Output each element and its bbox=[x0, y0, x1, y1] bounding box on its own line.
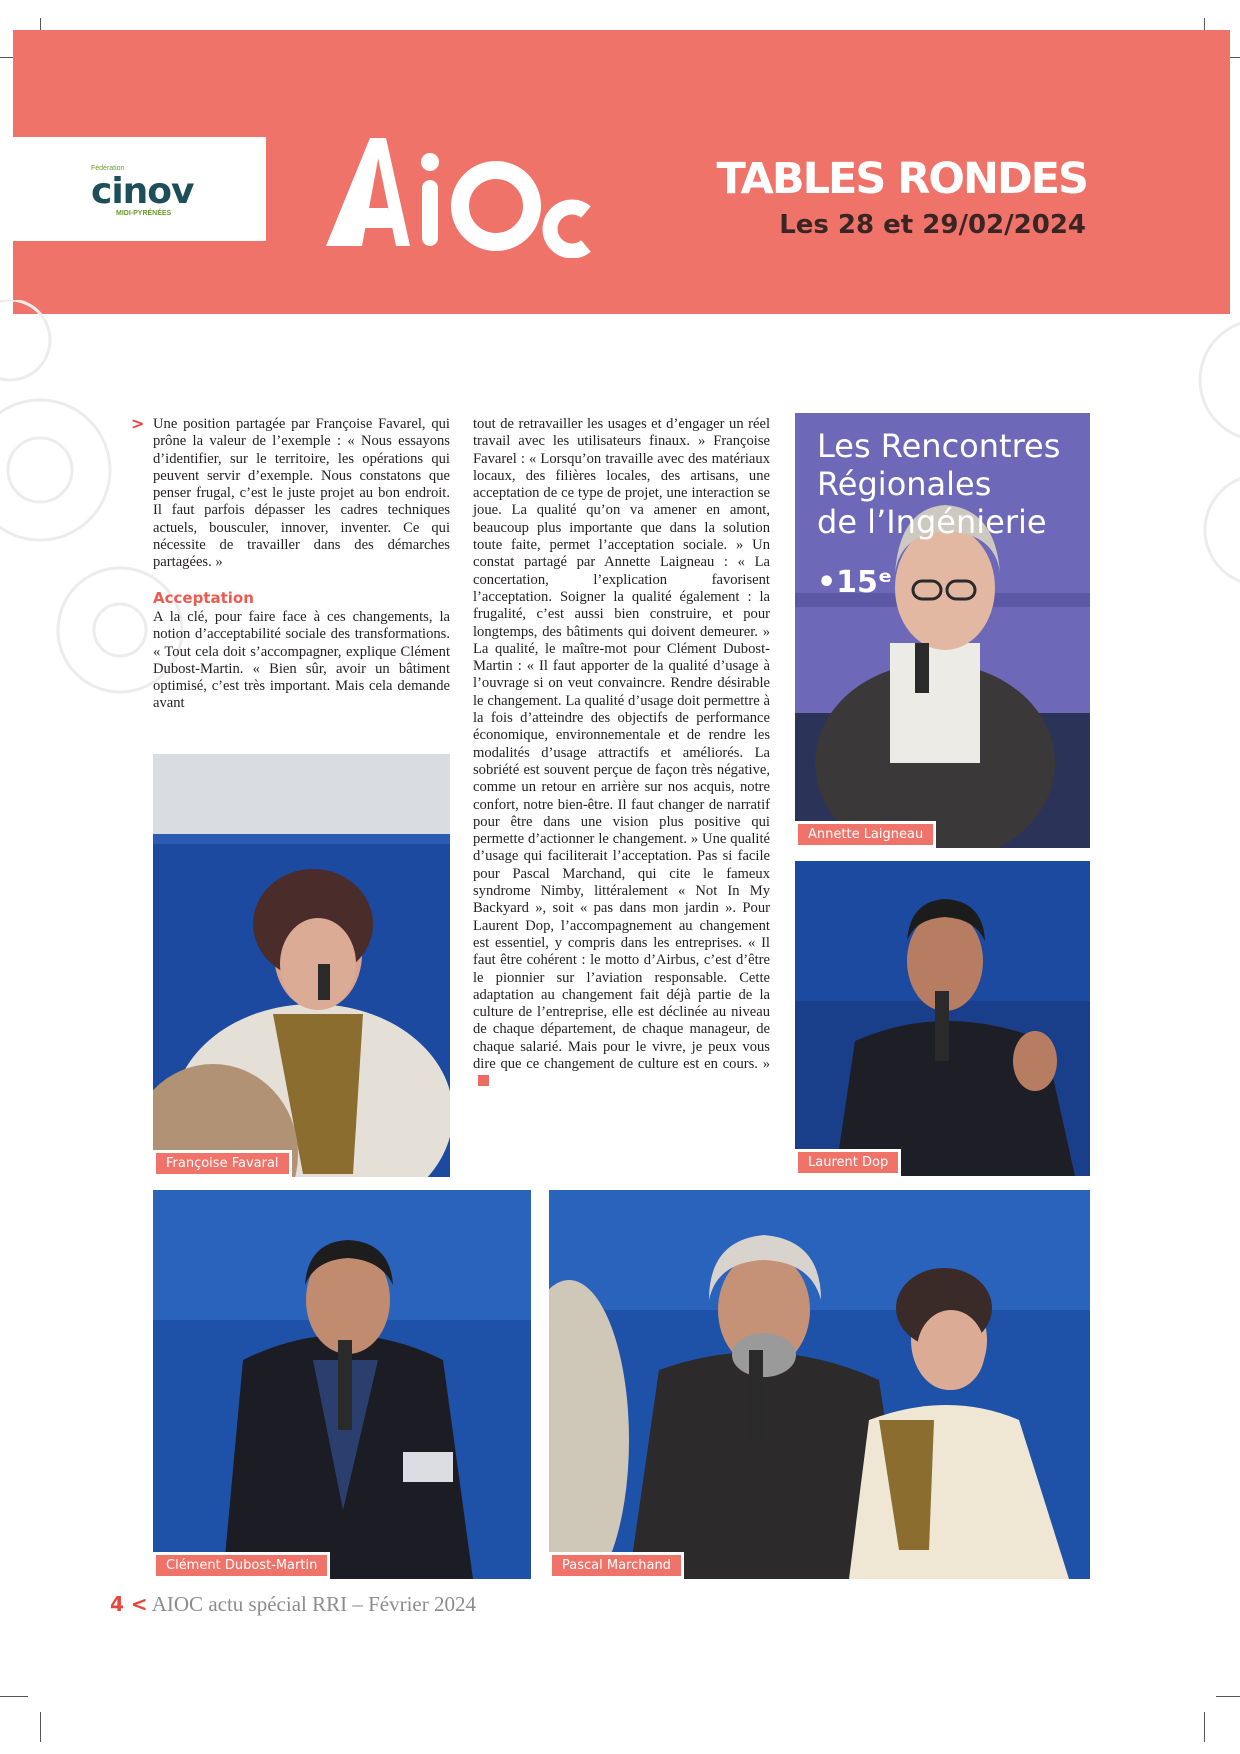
photo-pascal-image bbox=[549, 1190, 1090, 1579]
gear-icon bbox=[1190, 300, 1240, 600]
caption-clement: Clément Dubost-Martin bbox=[153, 1552, 330, 1579]
caption-annette: Annette Laigneau bbox=[795, 821, 936, 848]
page-footer bbox=[110, 1592, 476, 1617]
poster-line-2: Régionales bbox=[817, 465, 992, 503]
aioc-logo bbox=[318, 128, 628, 258]
photo-laurent-dop bbox=[795, 861, 1090, 1176]
caption-pascal: Pascal Marchand bbox=[549, 1552, 684, 1579]
column2-text: tout de retravailler les usages et d’engager un réel travail avec les utilisateurs finaux. » Françoise Favarel : « Lorsqu’on travaille avec des matériaux locaux, des filières locales, des artisans, une acceptation de ce type de projet, une interaction se joue. La qualité qu’on va amener en amont, beaucoup plus importante que dans la solution toute faite, permet l’acceptation sociale. » Un constat partagé par Annette Laigneau : « La concertation, l’explication favorisent l’acceptation. Soigner la qualité également : la frugalité, c’est aussi bien construire, et pour longtemps, des bâtiments qui doivent demeurer. » La qualité, le maître-mot pour Clément Dubost-Martin : « Il faut apporter de la qualité d’usage à l’ouvrage si on veut convaincre. Rendre désirable le changement. La qualité d’usage doit permettre à la fois d’atteindre des objectifs de performance économique, environnementale et de rendre les modalités d’usage attractifs et améliorés. La sobriété est souvent perçue de façon très négative, comme un retour en arrière sur nos acquis, notre confort, notre bien-être. Il faut changer de narratif pour être dans une vision plus positive qui permette d’actionner le changement. » Une qualité d’usage qui faciliterait l’acceptation. Pas si facile pour Pascal Marchand, qui cite le fameux syndrome Nimby, littéralement « Not In My Backyard », soit « pas dans mon jardin ». Pour Laurent Dop, l’accompagnement au changement est essentiel, y compris dans les entreprises. « Il faut être cohérent : le motto d’Airbus, c’est d’être le pionnier sur l’aviation responsable. Cette adaptation au changement fait déjà partie de la culture de l’entreprise, elle est déclinée au niveau de chaque département, de chaque manageur, de chaque salarié. Mais pour le vivre, je peux vous dire que ce changement de culture est en cours. » bbox=[473, 416, 770, 1072]
crop-mark bbox=[1204, 1712, 1205, 1742]
photo-clement-dubost-martin bbox=[153, 1190, 531, 1579]
photo-annette-laigneau bbox=[795, 413, 1090, 848]
crop-mark bbox=[1216, 1696, 1240, 1697]
event-date: Les 28 et 29/02/2024 bbox=[779, 210, 1086, 240]
photo-francoise-favaral bbox=[153, 754, 450, 1177]
continuation-arrow-icon: > bbox=[131, 414, 145, 433]
caption-francoise: Françoise Favaral bbox=[153, 1150, 292, 1177]
cinov-region: MIDI-PYRÉNÉES bbox=[116, 210, 172, 217]
article-column-2 bbox=[473, 416, 770, 1091]
article-column-1 bbox=[131, 414, 450, 713]
cinov-logo bbox=[13, 137, 266, 241]
footer-publication: AIOC actu spécial RRI – Février 2024 bbox=[151, 1592, 476, 1616]
crop-mark bbox=[0, 1696, 28, 1697]
photo-pascal-marchand bbox=[549, 1190, 1090, 1579]
poster-line-1: Les Rencontres bbox=[817, 427, 1061, 465]
crop-mark bbox=[40, 1712, 41, 1742]
cinov-federation-label: Fédération bbox=[91, 165, 125, 172]
photo-francoise-image bbox=[153, 754, 450, 1177]
poster-edition: •15ᵉ bbox=[817, 565, 893, 600]
page-number: 4 < bbox=[110, 1592, 148, 1616]
poster-line-3: de l’Ingénierie bbox=[817, 503, 1047, 541]
column1-paragraph: A la clé, pour faire face à ces changements, la notion d’acceptabilité sociale des transformations. « Tout cela doit s’accompagner, explique Clément Dubost-Martin. « Bien sûr, avoir un bâtiment optimisé, c’est très important. Mais cela demande avant bbox=[153, 608, 450, 712]
column1-intro: Une position partagée par Françoise Favarel, qui prône la valeur de l’exemple : « Nous essayons d’identifier, sur le territoire, les opérations qui peuvent servir d’exemple. Nous constatons que penser frugal, c’est le juste projet au bon endroit. Il faut parfois dépasser les cadres techniques actuels, bousculer, innover, inventer. Ce qui nécessite de travailler dans des démarches partagées. » bbox=[153, 416, 450, 571]
end-mark bbox=[478, 1075, 489, 1086]
cinov-name: cinov bbox=[91, 171, 194, 212]
photo-clement-image bbox=[153, 1190, 531, 1579]
page-title: TABLES RONDES bbox=[716, 154, 1087, 204]
caption-laurent: Laurent Dop bbox=[795, 1149, 901, 1176]
section-heading: Acceptation bbox=[153, 588, 254, 607]
photo-laurent-image bbox=[795, 861, 1090, 1176]
